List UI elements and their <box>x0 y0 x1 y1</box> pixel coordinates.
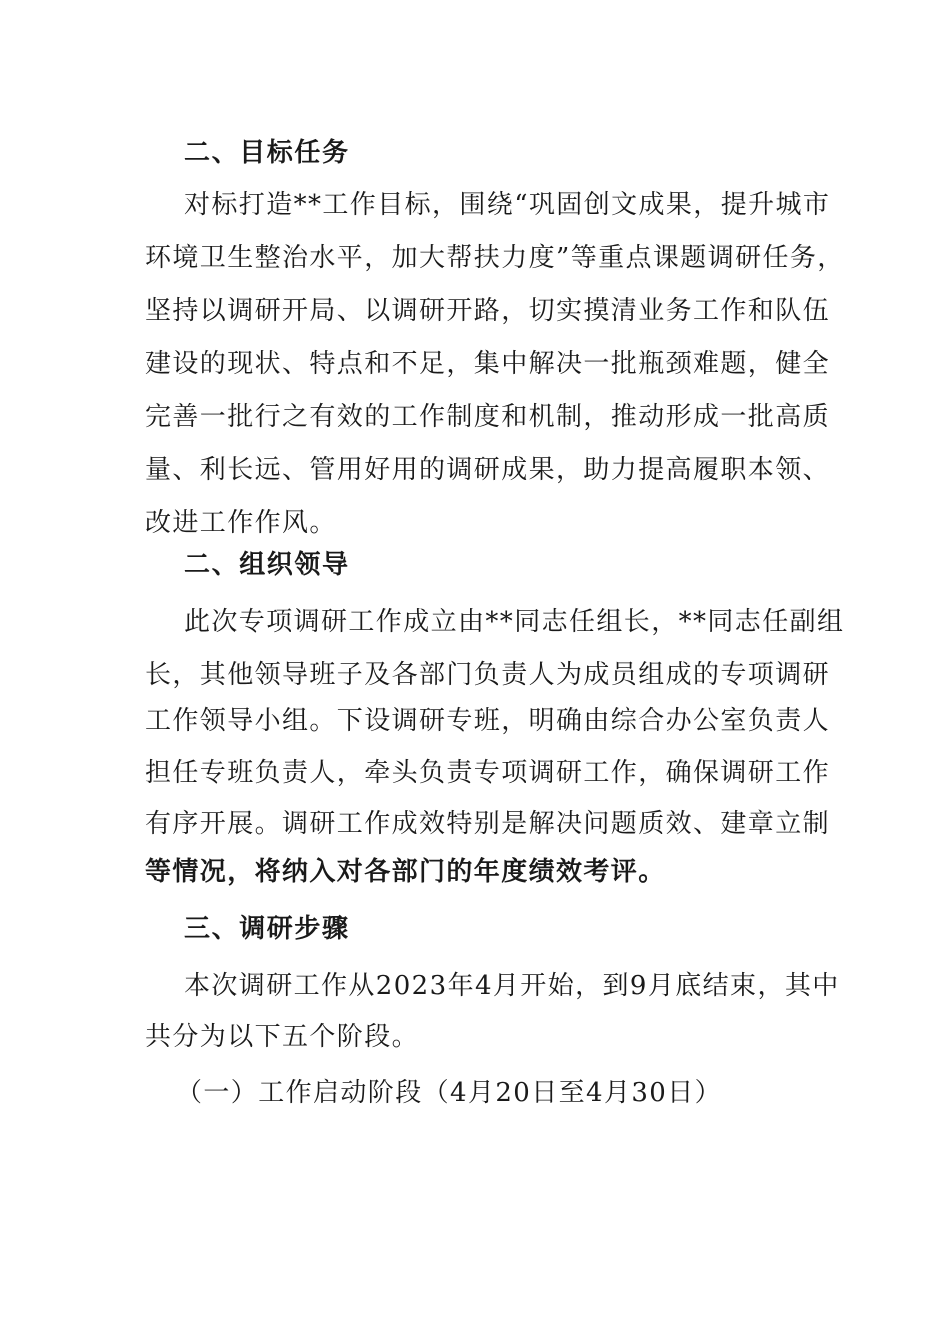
paragraph-line: 坚持以调研开局、以调研开路，切实摸清业务工作和队伍 <box>145 296 831 326</box>
paragraph-line: 改进工作作风。 <box>145 508 337 538</box>
paragraph-line: 此次专项调研工作成立由**同志任组长，**同志任副组 <box>184 607 845 637</box>
paragraph-line: 工作领导小组。下设调研专班，明确由综合办公室负责人 <box>145 706 831 736</box>
paragraph-line: 完善一批行之有效的工作制度和机制，推动形成一批高质 <box>145 402 831 432</box>
paragraph-line: 建设的现状、特点和不足，集中解决一批瓶颈难题，健全 <box>145 349 831 379</box>
paragraph-line: 长，其他领导班子及各部门负责人为成员组成的专项调研 <box>145 660 831 690</box>
paragraph-line: 有序开展。调研工作成效特别是解决问题质效、建章立制 <box>145 809 831 839</box>
paragraph-line: 担任专班负责人，牵头负责专项调研工作，确保调研工作 <box>145 758 831 788</box>
paragraph-line: 量、利长远、管用好用的调研成果，助力提高履职本领、 <box>145 455 831 485</box>
paragraph-line: 共分为以下五个阶段。 <box>145 1022 420 1052</box>
section-heading-goals: 二、目标任务 <box>184 138 350 168</box>
paragraph-line-bold: 等情况，将纳入对各部门的年度绩效考评。 <box>145 857 666 887</box>
paragraph-line: 对标打造**工作目标，围绕“巩固创文成果，提升城市 <box>184 190 831 220</box>
section-heading-steps: 三、调研步骤 <box>184 914 350 944</box>
paragraph-line: 本次调研工作从2023年4月开始，到9月底结束，其中 <box>184 971 840 1001</box>
section-heading-organization: 二、组织领导 <box>184 550 350 580</box>
subheading-stage-one: （一）工作启动阶段（4月20日至4月30日） <box>176 1078 723 1108</box>
paragraph-line: 环境卫生整治水平，加大帮扶力度”等重点课题调研任务， <box>145 243 845 273</box>
